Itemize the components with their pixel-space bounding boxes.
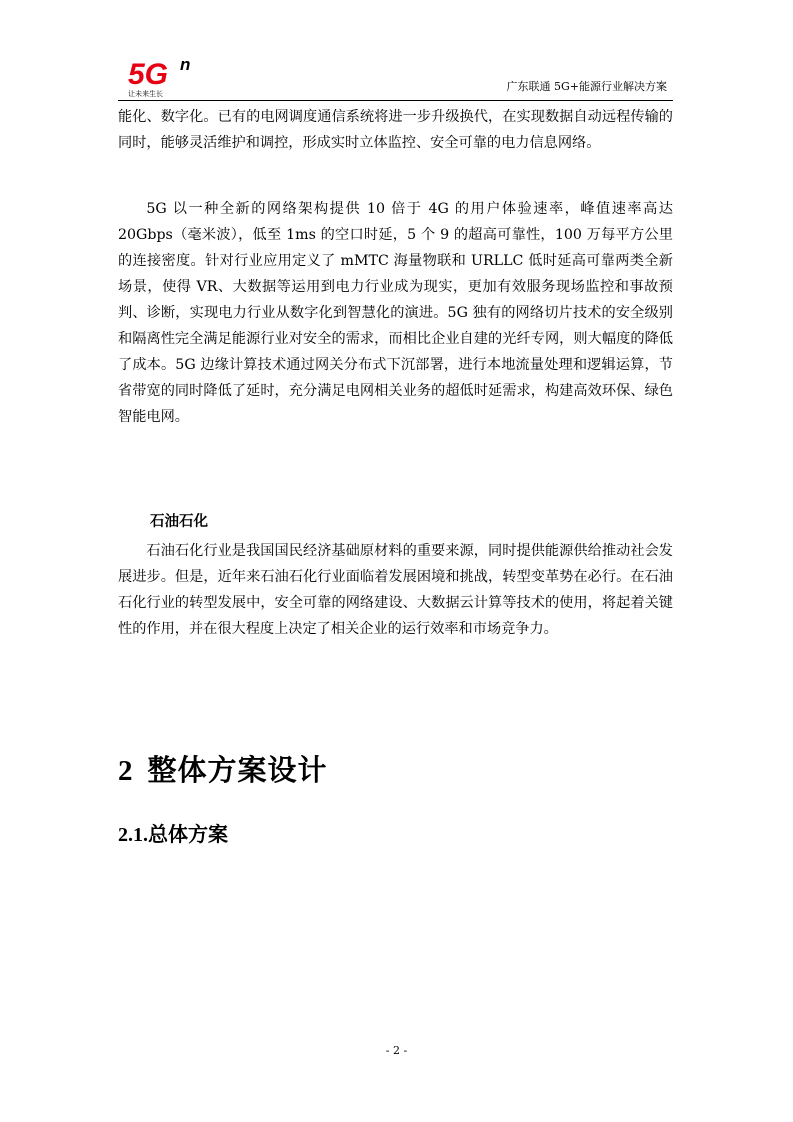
- subsection-title: 总体方案: [148, 822, 228, 846]
- subsection-heading: [118, 818, 228, 847]
- paragraph-3: 石油石化行业是我国国民经济基础原材料的重要来源，同时提供能源供给推动社会发展进步。但是，近年来石油石化行业面临着发展困境和挑战，转型变革势在必行。在石油石化行业的转型发展中，安全可靠的网络建设、大数据云计算等技术的使用，将起着关键性的作用，并在很大程度上决定了相关企业的运行效率和市场竞争力。: [118, 543, 673, 637]
- header-title: 广东联通 5G+能源行业解决方案: [506, 80, 667, 93]
- logo-sup: n: [180, 55, 191, 74]
- company-logo: [124, 54, 204, 98]
- logo-tagline: 让未来生长: [128, 90, 163, 98]
- logo-main: 5G: [128, 58, 169, 91]
- header-rule: [118, 100, 673, 101]
- paragraph-2: 5G 以一种全新的网络架构提供 10 倍于 4G 的用户体验速率，峰值速率高达 20Gbps（毫米波），低至 1ms 的空口时延，5 个 9 的超高可靠性，100 万每平方公里的连接密度。针对行业应用定义了 mMTC 海量物联和 URLLC 低时延高可靠两类全新场景，使得 VR、大数据等运用到电力行业成为现实，更加有效服务现场监控和事故预判、诊断，实现电力行业从数字化到智慧化的演进。5G 独有的网络切片技术的安全级别和隔离性完全满足能源行业对安全的需求，而相比企业自建的光纤专网，则大幅度的降低了成本。5G 边缘计算技术通过网关分布式下沉部署，进行本地流量处理和逻辑运算，节省带宽的同时降低了延时，充分满足电网相关业务的超低时延需求，构建高效环保、绿色智能电网。: [118, 201, 673, 425]
- paragraph-1: 能化、数字化。已有的电网调度通信系统将进一步升级换代，在实现数据自动远程传输的同时，能够灵活维护和调控，形成实时立体监控、安全可靠的电力信息网络。: [118, 109, 673, 151]
- page-header: [118, 50, 673, 100]
- section-number: 2: [118, 755, 134, 787]
- section-title: 整体方案设计: [147, 753, 328, 787]
- subsection-number: 2.1.: [118, 824, 148, 846]
- sub-heading: 石油石化: [150, 513, 208, 530]
- section-heading: [118, 748, 328, 789]
- page-number: - 2 -: [385, 1044, 408, 1057]
